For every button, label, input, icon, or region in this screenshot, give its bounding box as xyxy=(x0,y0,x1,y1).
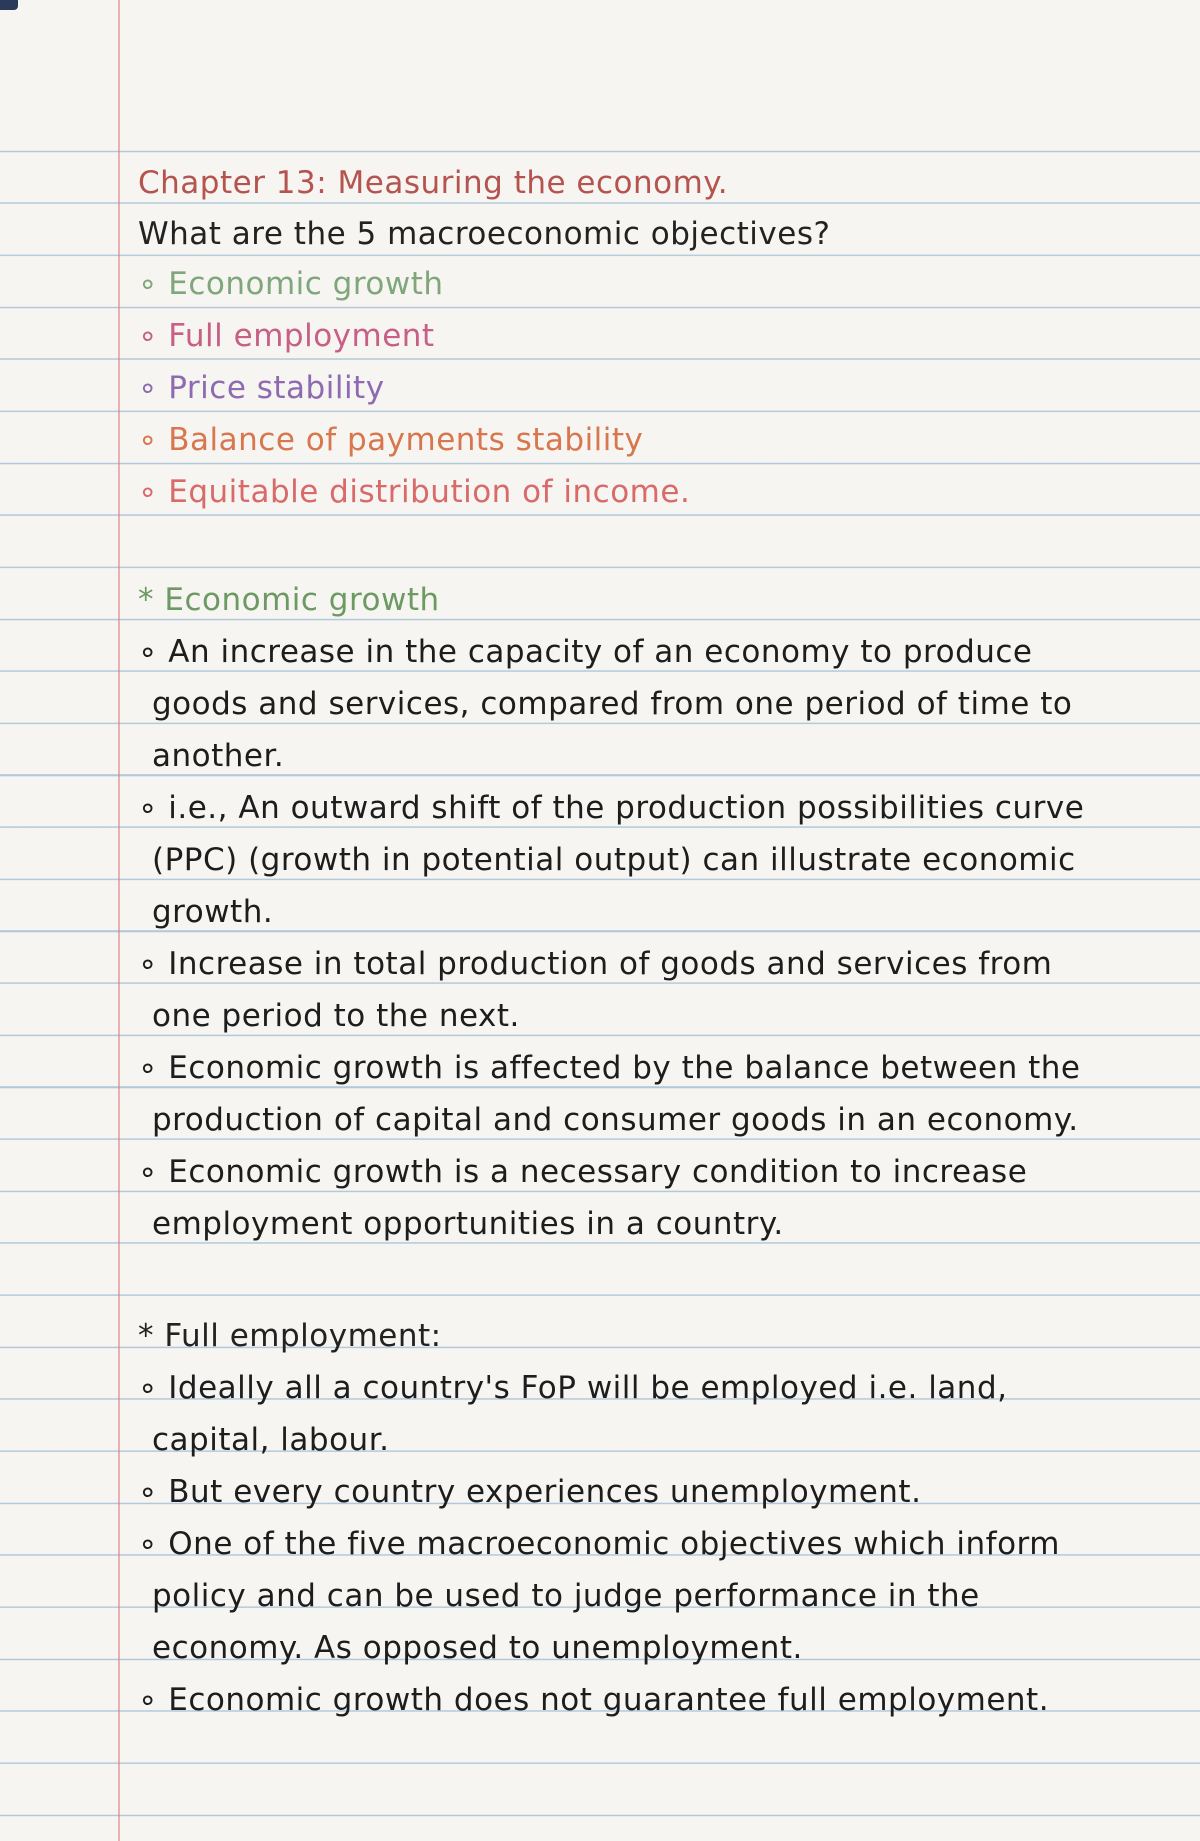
note-line: ∘ Economic growth is affected by the balance between the xyxy=(138,1048,1180,1088)
note-line: economy. As opposed to unemployment. xyxy=(152,1630,803,1666)
note-line: policy and can be used to judge performance in the xyxy=(152,1578,980,1614)
note-line: production of capital and consumer goods in an economy. xyxy=(152,1102,1079,1138)
note-line: growth. xyxy=(152,894,274,930)
objective-item: ∘ Full employment xyxy=(138,316,1180,356)
note-line: capital, labour. xyxy=(152,1422,390,1458)
corner-tab xyxy=(0,0,18,10)
objective-item: ∘ Price stability xyxy=(138,368,1180,408)
objective-item: ∘ Economic growth xyxy=(138,264,1180,304)
note-line: ∘ Increase in total production of goods and services from xyxy=(138,944,1180,984)
note-line: ∘ Economic growth is a necessary condition to increase xyxy=(138,1152,1180,1192)
note-line: one period to the next. xyxy=(152,998,520,1034)
objective-item: ∘ Equitable distribution of income. xyxy=(138,472,1180,512)
red-margin-line xyxy=(118,0,120,1841)
section-heading-growth: * Economic growth xyxy=(138,582,440,618)
note-line: ∘ i.e., An outward shift of the production possibilities curve xyxy=(138,788,1180,828)
note-line: ∘ Economic growth does not guarantee full employment. xyxy=(138,1680,1180,1720)
chapter-title: Chapter 13: Measuring the economy. xyxy=(138,165,729,201)
note-line: ∘ But every country experiences unemployment. xyxy=(138,1472,1180,1512)
note-line: ∘ An increase in the capacity of an economy to produce xyxy=(138,632,1180,672)
note-line: goods and services, compared from one period of time to xyxy=(152,686,1073,722)
page-top-margin xyxy=(0,0,1200,150)
objectives-question: What are the 5 macroeconomic objectives? xyxy=(138,216,831,252)
note-line: (PPC) (growth in potential output) can illustrate economic xyxy=(152,842,1076,878)
objective-item: ∘ Balance of payments stability xyxy=(138,420,1180,460)
section-heading-employment: * Full employment: xyxy=(138,1318,442,1354)
note-line: another. xyxy=(152,738,285,774)
note-line: employment opportunities in a country. xyxy=(152,1206,784,1242)
note-line: ∘ One of the five macroeconomic objectives which inform xyxy=(138,1524,1180,1564)
note-line: ∘ Ideally all a country's FoP will be employed i.e. land, xyxy=(138,1368,1180,1408)
